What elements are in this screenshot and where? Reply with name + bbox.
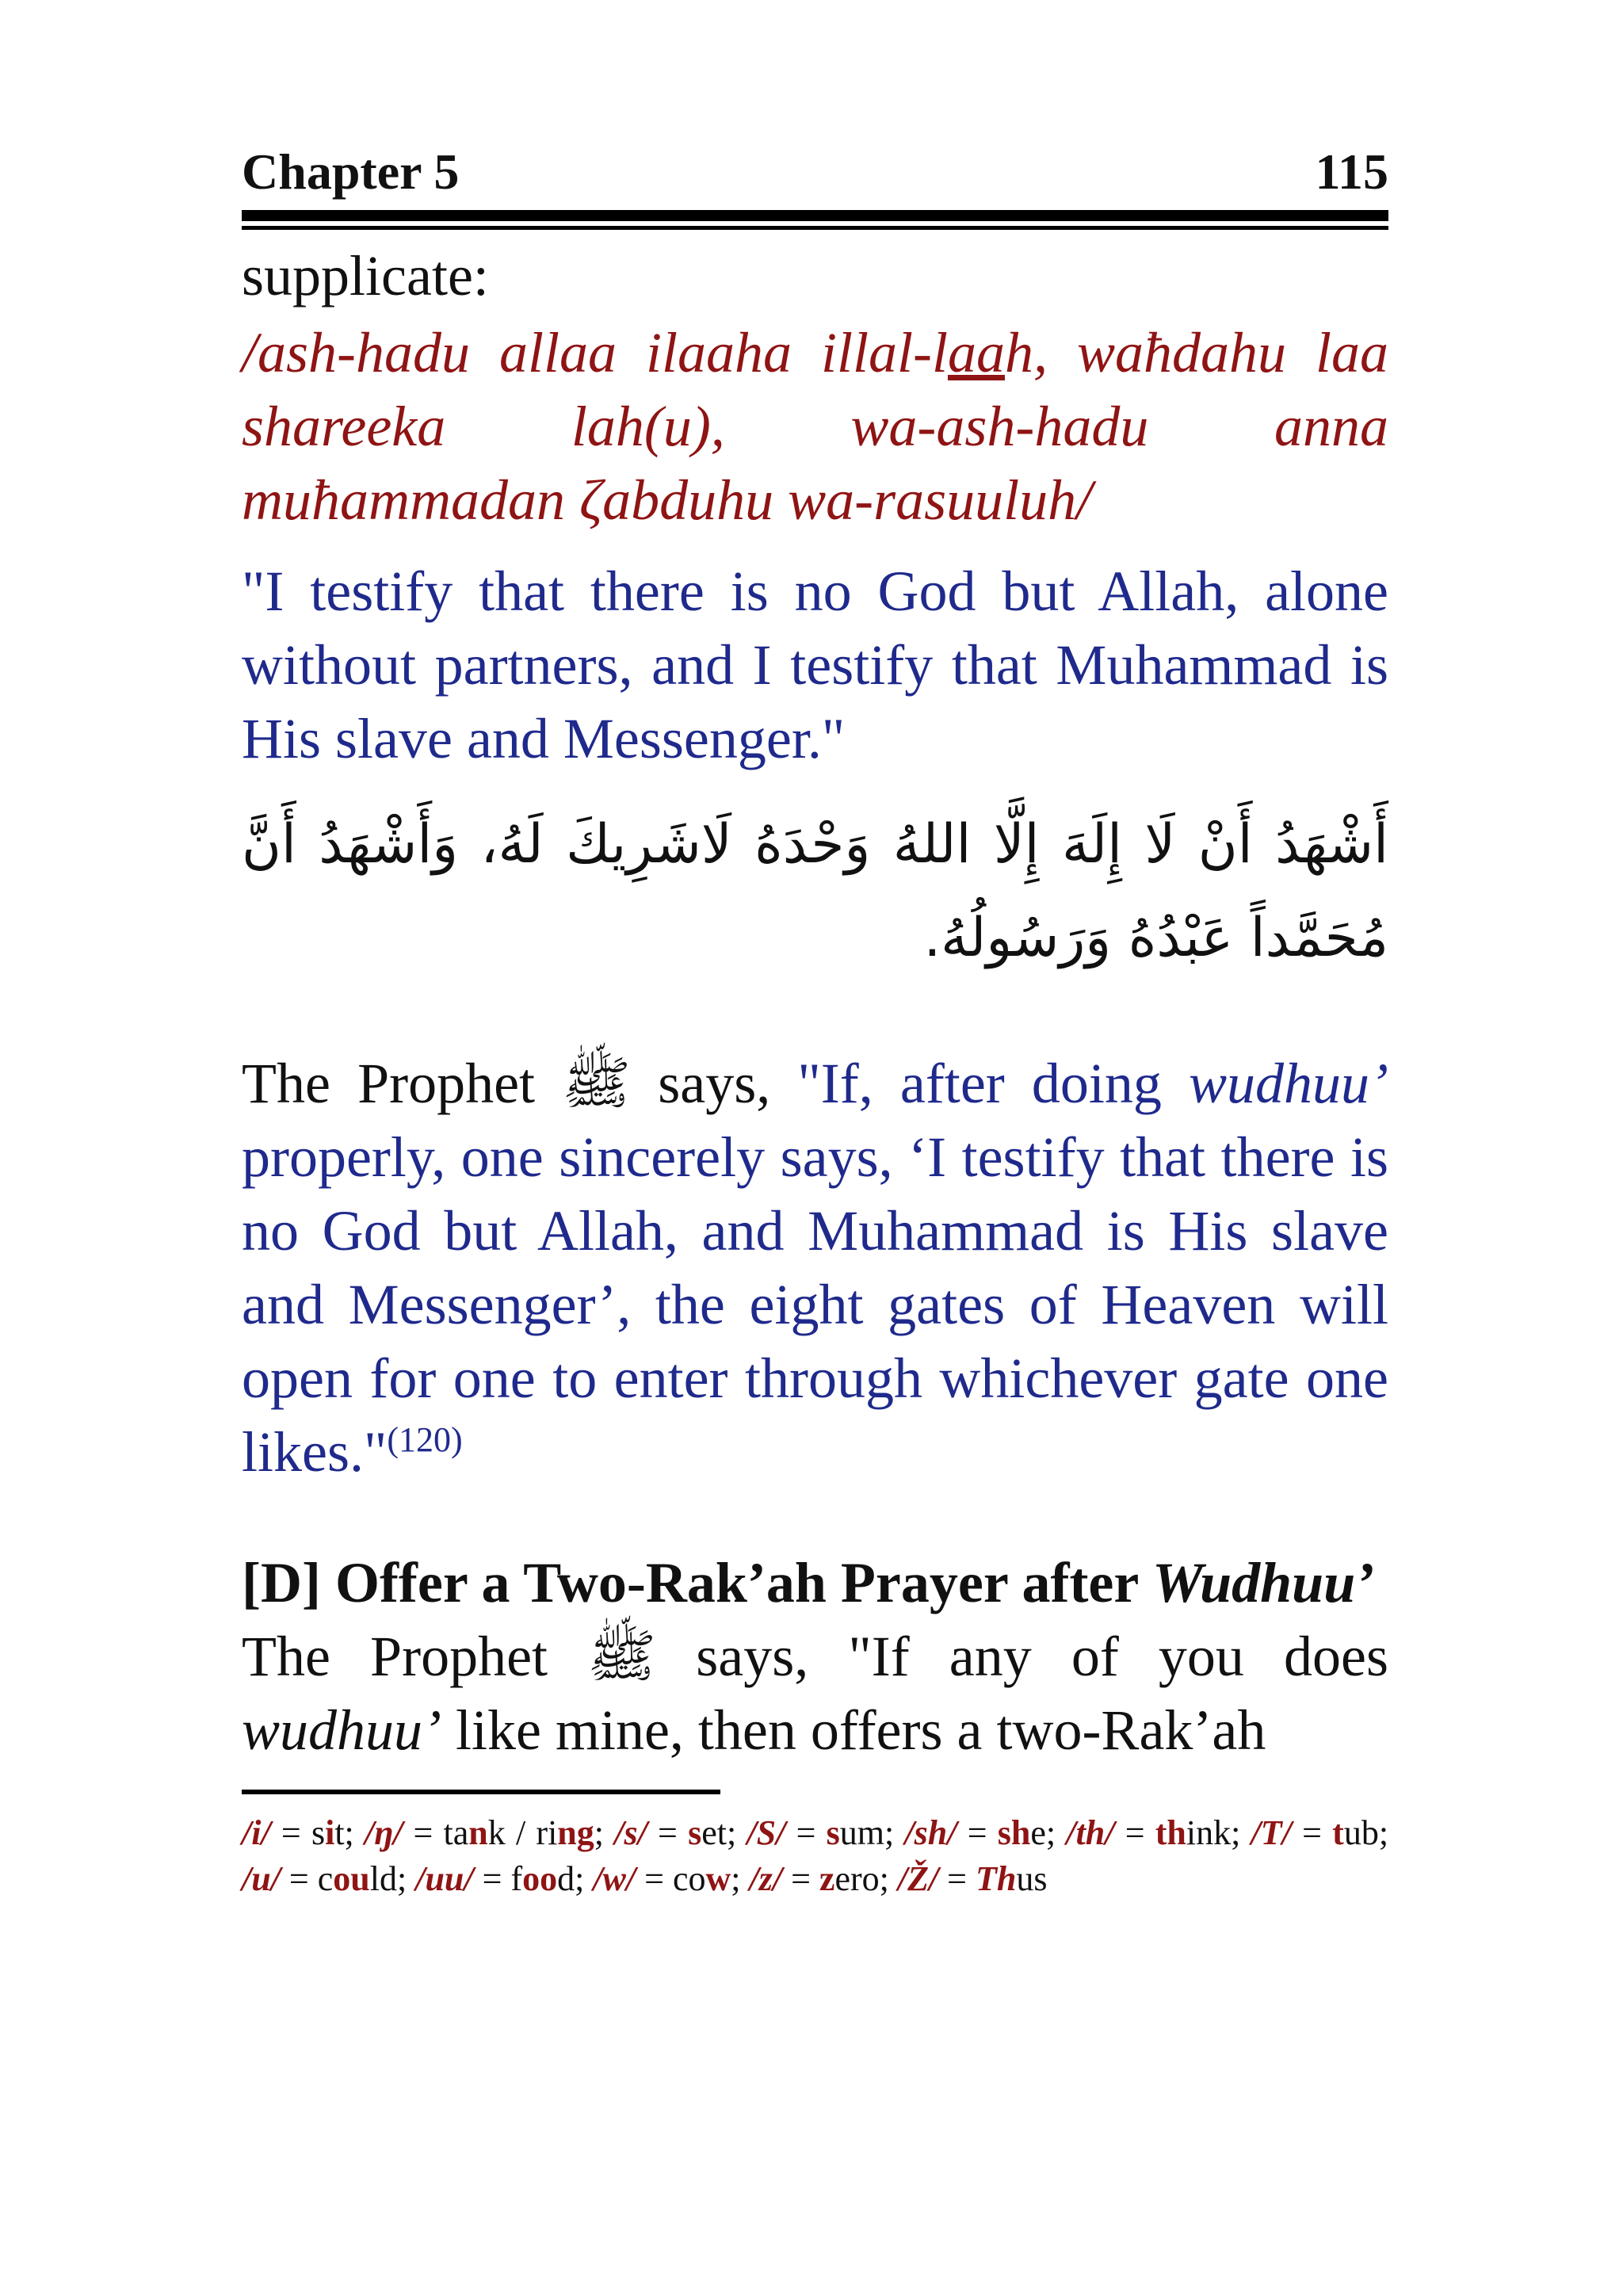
footnote-reference: (120) [387,1420,463,1459]
key-entry: /S/ = sum; [747,1813,895,1852]
footnote-rule [242,1790,720,1794]
key-entry: /ŋ/ = tank / ring; [365,1813,605,1852]
salutation-icon: ﷺ [562,1052,632,1115]
key-entry: /i/ = sit; [242,1813,354,1852]
translation: "I testify that there is no God but Allah, alone without partners, and I testify that Muhammad is His slave and Messenger." [242,560,1388,770]
chapter-title: Chapter 5 [242,143,460,200]
key-entry: /Ž/ = Thus [897,1859,1048,1898]
key-entry: /w/ = cow; [593,1859,741,1898]
running-header [242,143,1388,210]
hadith-paragraph-1: The Prophet ﷺ says, "If, after doing wudhuu’ properly, one sincerely says, ‘I testify that there is no God but Allah, and Muhammad is His slave and Messenger’, the eight gates of Heaven will open for one to enter through whichever gate one likes."$^{(120)}$ [242,1052,1388,1484]
pronunciation-key [242,1810,1388,1902]
page-number: 115 [1315,143,1388,200]
salutation-icon: ﷺ [587,1625,657,1688]
hadith-paragraph-2: The Prophet ﷺ says, "If any of you does wudhuu’ like mine, then offers a two-Rak’ah [242,1625,1389,1762]
header-rule-thin [242,226,1388,230]
book-page [242,143,1389,1902]
key-entry: /th/ = think; [1066,1813,1241,1852]
intro-text: supplicate: [242,244,489,308]
arabic-supplication: أَشْهَدُ أَنْ لَا إِلَهَ إِلَّا اللهُ وَحْدَهُ لَاشَرِيكَ لَهُ، وَأَشْهَدُ أَنَّ مُحَمَّداً عَبْدُهُ وَرَسُولُهُ. [242,813,1388,969]
key-entry: /u/ = could; [242,1859,407,1898]
header-rule-thick [242,210,1388,221]
key-entry: /s/ = set; [614,1813,737,1852]
transliteration: /ash-hadu allaa ilaaha illal-laah, waħdahu laa shareeka lah(u), wa-ash-hadu anna muħammadan ζabduhu wa-rasuuluh/ [242,321,1388,532]
section-heading: [D] Offer a Two-Rak’ah Prayer after Wudhuu’ [242,1551,1375,1614]
key-entry: /uu/ = food; [415,1859,585,1898]
key-entry: /T/ = tub; [1251,1813,1389,1852]
key-entry: /sh/ = she; [904,1813,1056,1852]
key-entry: /z/ = zero; [749,1859,889,1898]
